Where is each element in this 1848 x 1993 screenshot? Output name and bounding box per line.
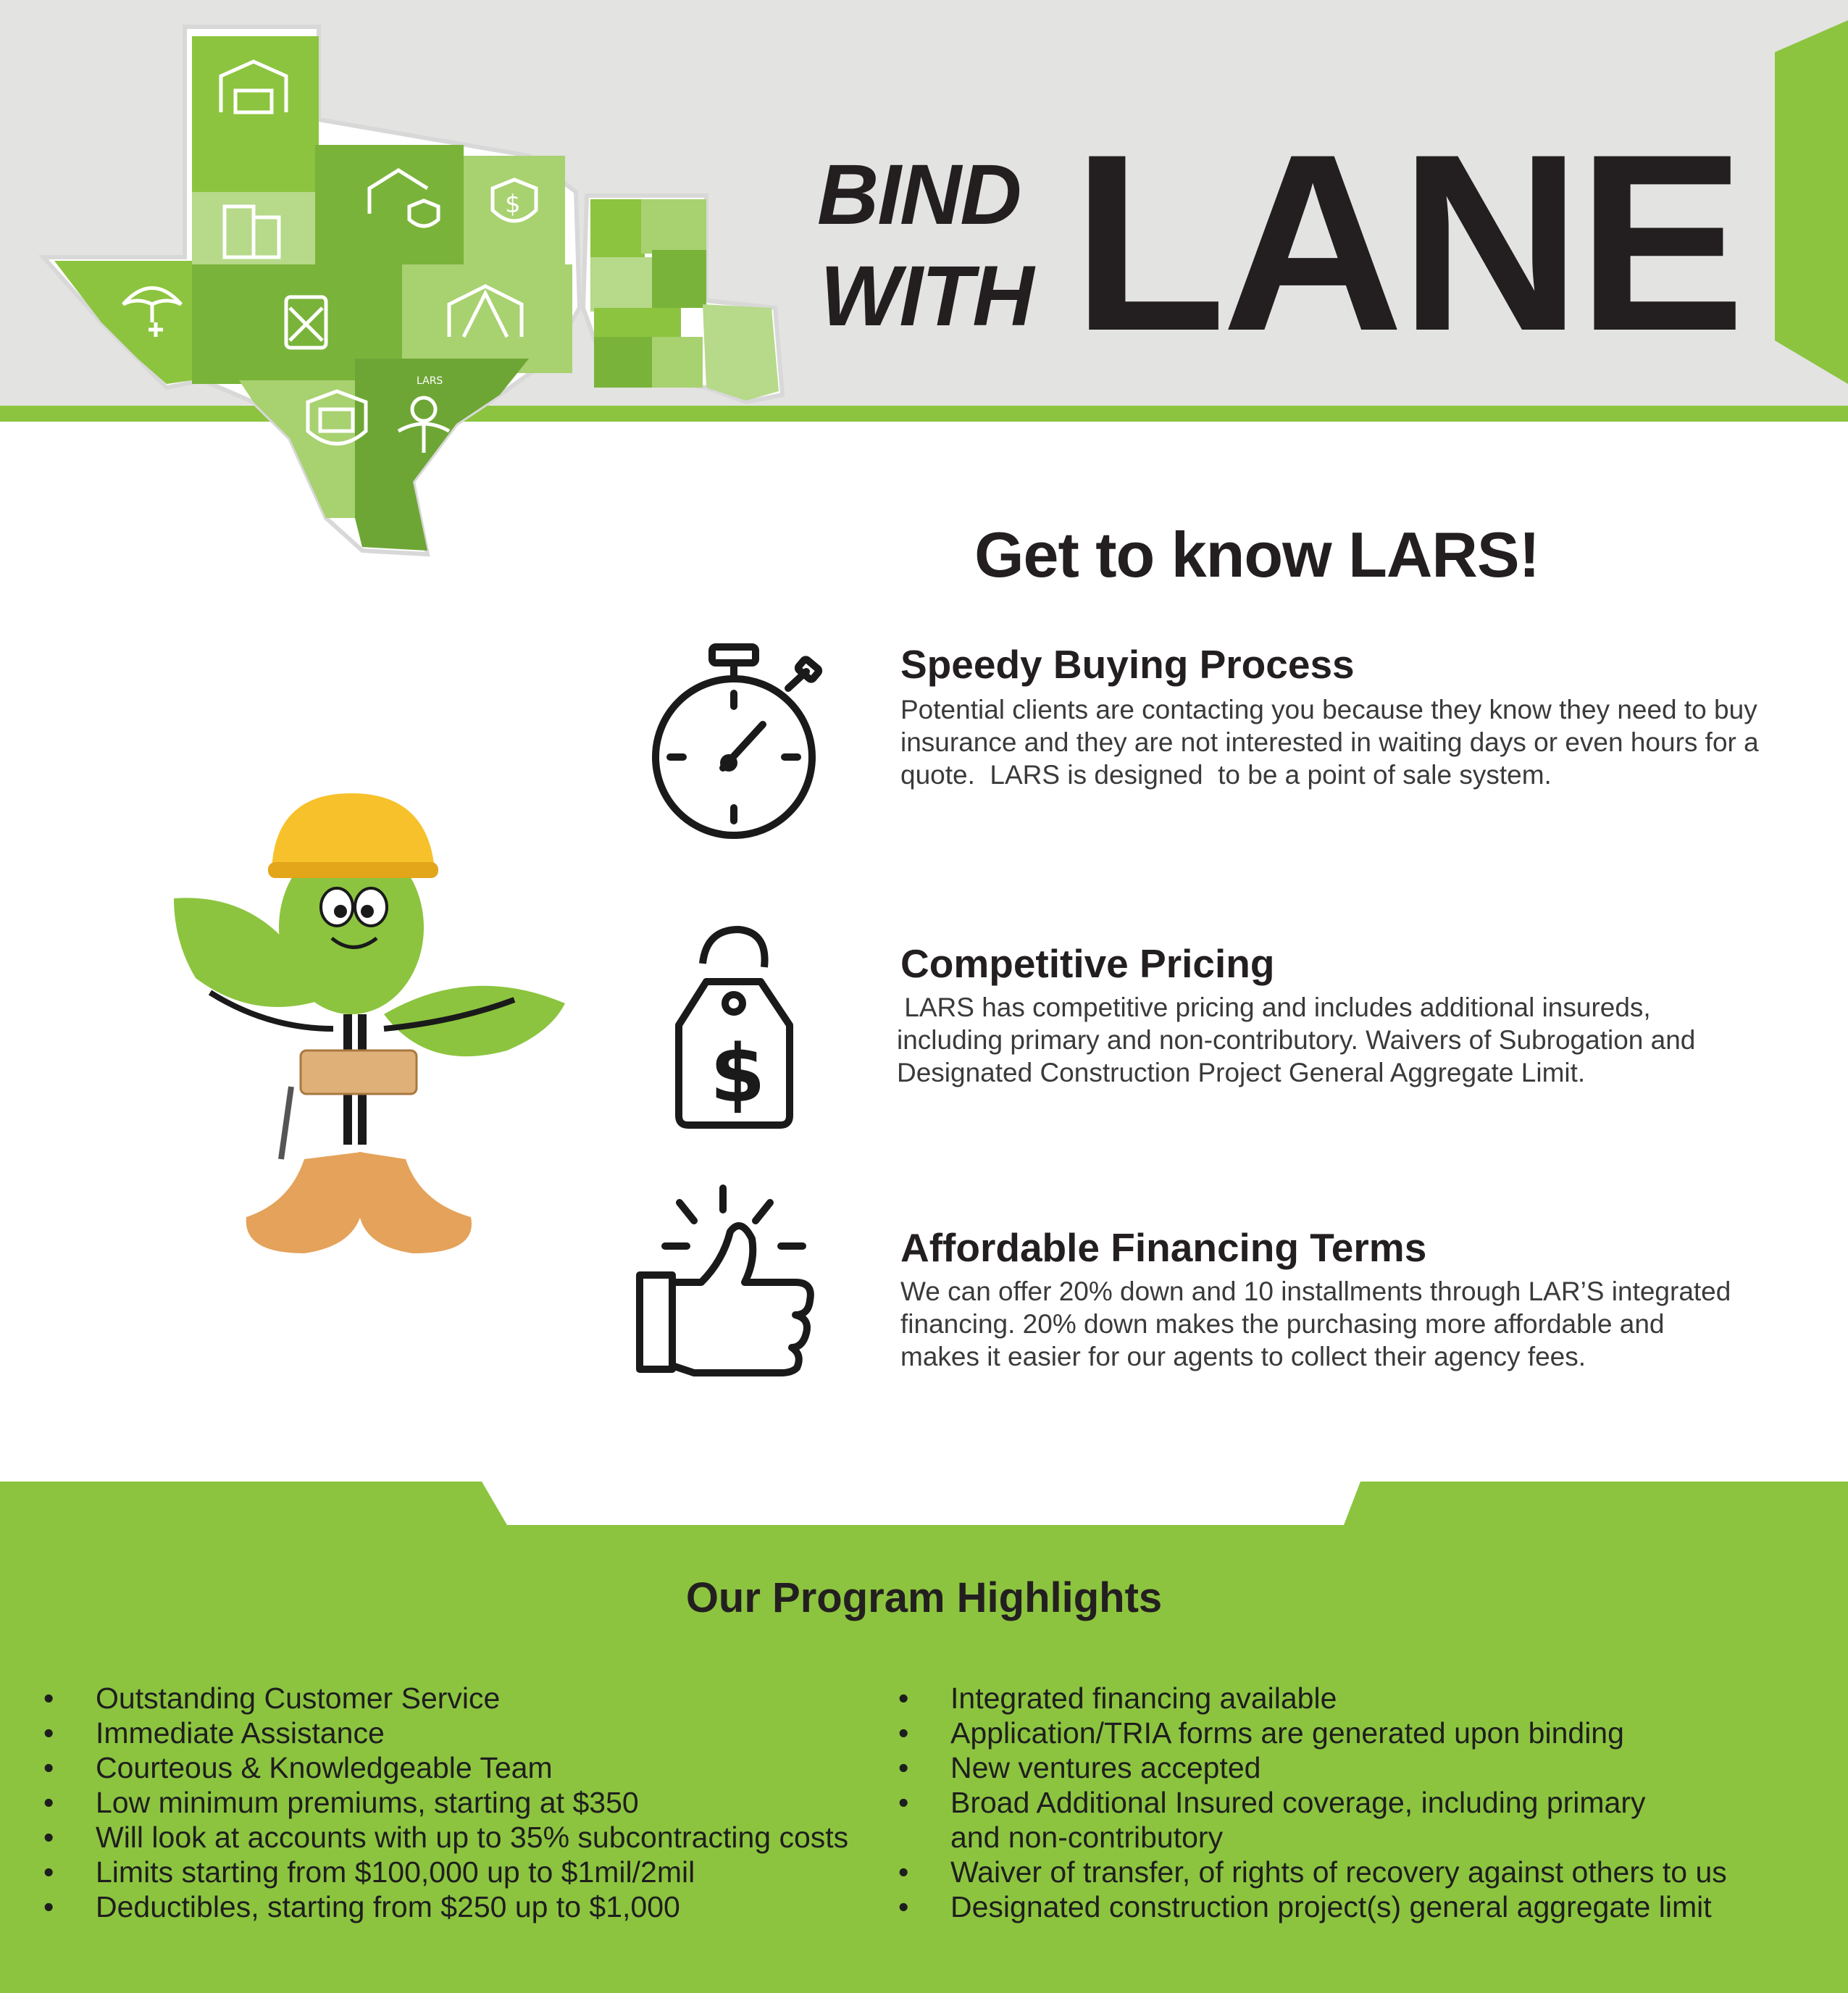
- feature-line: LARS has competitive pricing and includes additional insureds,: [897, 993, 1651, 1022]
- header-green-tab: [1768, 0, 1848, 427]
- feature-body-speedy-buying: [900, 693, 1813, 791]
- highlight-item: • Courteous & Knowledgeable Team: [43, 1751, 553, 1784]
- highlight-item: • Application/TRIA forms are generated upon binding: [898, 1716, 1624, 1750]
- price-tag-icon: [674, 924, 793, 1130]
- feature-title-competitive-pricing: Competitive Pricing: [900, 941, 1275, 986]
- highlights-list-left: [43, 1681, 892, 1924]
- feature-line: makes it easier for our agents to collect their agency fees.: [900, 1342, 1586, 1371]
- feature-line: quote. LARS is designed to be a point of sale system.: [900, 760, 1552, 790]
- highlight-item: • Broad Additional Insured coverage, including primary: [898, 1786, 1646, 1819]
- highlight-item: • Immediate Assistance: [43, 1716, 385, 1750]
- map-lars-badge: LARS: [417, 375, 443, 387]
- highlight-item: • Waiver of transfer, of rights of recovery against others to us: [898, 1855, 1727, 1889]
- feature-line: Potential clients are contacting you because they know they need to buy: [900, 695, 1757, 724]
- feature-line: insurance and they are not interested in waiting days or even hours for a: [900, 727, 1759, 757]
- feature-line: Designated Construction Project General Aggregate Limit.: [897, 1058, 1586, 1087]
- intro-heading: Get to know LARS!: [974, 519, 1539, 590]
- highlight-item: • Deductibles, starting from $250 up to $1,000: [43, 1890, 680, 1923]
- feature-line: financing. 20% down makes the purchasing more affordable and: [900, 1309, 1665, 1339]
- title-bind: BIND: [817, 147, 1021, 243]
- texas-louisiana-puzzle-map: [22, 18, 790, 569]
- highlight-item: • Integrated financing available: [898, 1681, 1337, 1715]
- feature-line: We can offer 20% down and 10 installments through LAR’S integrated: [900, 1277, 1731, 1306]
- feature-body-affordable-financing: [900, 1275, 1813, 1373]
- feature-title-speedy-buying: Speedy Buying Process: [900, 642, 1355, 687]
- svg-text:$: $: [505, 190, 521, 219]
- highlight-item: • Outstanding Customer Service: [43, 1681, 501, 1715]
- highlights-heading: Our Program Highlights: [685, 1574, 1163, 1621]
- highlight-item: • Limits starting from $100,000 up to $1mil/2mil: [43, 1855, 695, 1889]
- highlight-item: • Will look at accounts with up to 35% subcontracting costs: [43, 1821, 849, 1854]
- highlight-item-continuation: and non-contributory: [950, 1821, 1224, 1854]
- highlight-item: • Designated construction project(s) general aggregate limit: [898, 1890, 1712, 1923]
- feature-body-competitive-pricing: [897, 991, 1810, 1089]
- thumbs-up-icon: [636, 1181, 832, 1376]
- title-with: WITH: [820, 248, 1033, 344]
- feature-title-affordable-financing: Affordable Financing Terms: [900, 1225, 1427, 1270]
- svg-text:$: $: [710, 1027, 766, 1120]
- highlight-item: • Low minimum premiums, starting at $350: [43, 1786, 639, 1819]
- highlights-list-right: [898, 1681, 1813, 1924]
- feature-line: including primary and non-contributory. Waivers of Subrogation and: [897, 1025, 1696, 1055]
- stopwatch-icon: [643, 641, 824, 840]
- highlight-item: • New ventures accepted: [898, 1751, 1261, 1784]
- title-lane: LANE: [1072, 101, 1742, 383]
- lars-mascot-illustration: [167, 782, 572, 1282]
